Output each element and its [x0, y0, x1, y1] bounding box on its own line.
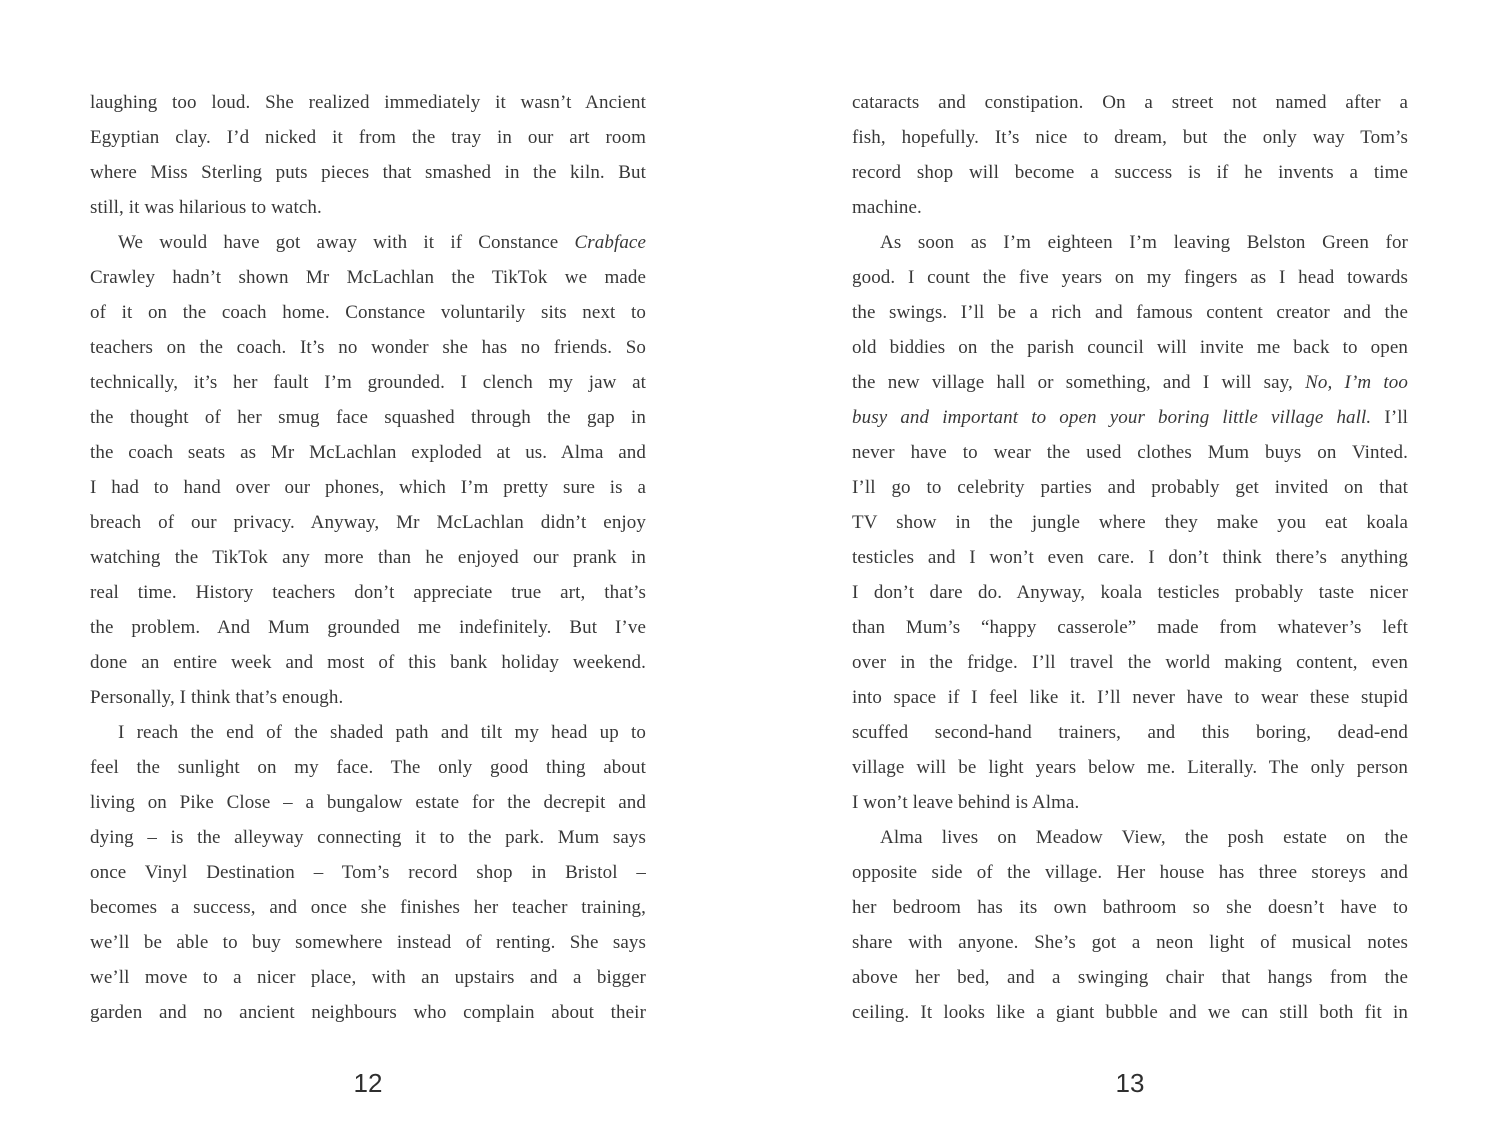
left-page-text [90, 85, 646, 1030]
text-segment: village will be light years below me. Literally. The only person [852, 757, 1408, 778]
text-line [90, 505, 646, 540]
text-segment: old biddies on the parish council will invite me back to open [852, 337, 1408, 358]
text-segment: living on Pike Close – a bungalow estate for the decrepit and [90, 792, 646, 813]
text-line [852, 155, 1408, 190]
text-segment: the problem. And Mum grounded me indefinitely. But I’ve [90, 617, 646, 638]
text-line [852, 960, 1408, 995]
text-segment: record shop will become a success is if he invents a time [852, 162, 1408, 183]
text-line [852, 645, 1408, 680]
text-segment: machine. [852, 197, 922, 218]
left-page-number: 12 [353, 1068, 383, 1098]
text-line [852, 750, 1408, 785]
text-line [90, 85, 646, 120]
text-line [852, 225, 1408, 260]
text-segment: than Mum’s “happy casserole” made from whatever’s left [852, 617, 1408, 638]
text-segment: testicles and I won’t even care. I don’t think there’s anything [852, 547, 1408, 568]
text-segment: we’ll move to a nicer place, with an upstairs and a bigger [90, 967, 646, 988]
text-line [852, 995, 1408, 1030]
italic-text-segment: Crabface [574, 232, 646, 253]
italic-text-segment: busy and important to open your boring little village hall. [852, 407, 1372, 428]
text-line [90, 820, 646, 855]
text-line [852, 820, 1408, 855]
text-line [90, 400, 646, 435]
text-segment: becomes a success, and once she finishes her teacher training, [90, 897, 646, 918]
text-segment: above her bed, and a swinging chair that hangs from the [852, 967, 1408, 988]
text-line [852, 890, 1408, 925]
text-segment: ceiling. It looks like a giant bubble and we can still both fit in [852, 1002, 1408, 1023]
text-line [90, 575, 646, 610]
text-segment: cataracts and constipation. On a street not named after a [852, 92, 1408, 113]
text-line [852, 190, 1408, 225]
text-line [852, 785, 1408, 820]
text-line [90, 365, 646, 400]
text-line [852, 505, 1408, 540]
text-segment: technically, it’s her fault I’m grounded. I clench my jaw at [90, 372, 646, 393]
text-line [852, 330, 1408, 365]
text-segment: garden and no ancient neighbours who complain about their [90, 1002, 646, 1023]
text-segment: I reach the end of the shaded path and tilt my head up to [118, 722, 646, 743]
text-line [90, 120, 646, 155]
text-segment: I’ll go to celebrity parties and probably get invited on that [852, 477, 1408, 498]
text-segment: the swings. I’ll be a rich and famous content creator and the [852, 302, 1408, 323]
text-line [90, 225, 646, 260]
text-line [90, 715, 646, 750]
text-line [90, 260, 646, 295]
right-page-text [852, 85, 1408, 1030]
text-line [90, 610, 646, 645]
text-segment: I won’t leave behind is Alma. [852, 792, 1080, 813]
text-segment: Personally, I think that’s enough. [90, 687, 344, 708]
text-line [90, 785, 646, 820]
text-line [90, 680, 646, 715]
text-line [852, 435, 1408, 470]
text-line [90, 190, 646, 225]
text-line [852, 365, 1408, 400]
text-line [852, 855, 1408, 890]
text-line [852, 260, 1408, 295]
text-segment: opposite side of the village. Her house has three storeys and [852, 862, 1408, 883]
text-line [852, 295, 1408, 330]
text-segment: breach of our privacy. Anyway, Mr McLachlan didn’t enjoy [90, 512, 646, 533]
text-line [90, 925, 646, 960]
text-segment: good. I count the five years on my fingers as I head towards [852, 267, 1408, 288]
text-line [90, 330, 646, 365]
text-segment: the thought of her smug face squashed through the gap in [90, 407, 646, 428]
text-segment: I don’t dare do. Anyway, koala testicles probably taste nicer [852, 582, 1408, 603]
right-page-number: 13 [1115, 1068, 1145, 1098]
text-segment: still, it was hilarious to watch. [90, 197, 322, 218]
text-segment: feel the sunlight on my face. The only good thing about [90, 757, 646, 778]
text-segment: real time. History teachers don’t appreciate true art, that’s [90, 582, 646, 603]
text-segment: teachers on the coach. It’s no wonder she has no friends. So [90, 337, 646, 358]
text-segment: the coach seats as Mr McLachlan exploded at us. Alma and [90, 442, 646, 463]
text-segment: Crawley hadn’t shown Mr McLachlan the TikTok we made [90, 267, 646, 288]
text-segment: we’ll be able to buy somewhere instead of renting. She says [90, 932, 646, 953]
text-line [852, 400, 1408, 435]
text-segment: dying – is the alleyway connecting it to the park. Mum says [90, 827, 646, 848]
italic-text-segment: No, I’m too [1305, 372, 1408, 393]
text-line [90, 960, 646, 995]
text-segment: share with anyone. She’s got a neon light of musical notes [852, 932, 1408, 953]
text-segment: I had to hand over our phones, which I’m pretty sure is a [90, 477, 646, 498]
text-line [90, 295, 646, 330]
text-segment: of it on the coach home. Constance voluntarily sits next to [90, 302, 646, 323]
text-line [90, 890, 646, 925]
text-segment: fish, hopefully. It’s nice to dream, but the only way Tom’s [852, 127, 1408, 148]
text-segment: watching the TikTok any more than he enjoyed our prank in [90, 547, 646, 568]
text-segment: her bedroom has its own bathroom so she doesn’t have to [852, 897, 1408, 918]
text-line [90, 470, 646, 505]
text-line [852, 120, 1408, 155]
text-segment: over in the fridge. I’ll travel the world making content, even [852, 652, 1408, 673]
text-segment: never have to wear the used clothes Mum buys on Vinted. [852, 442, 1408, 463]
text-line [90, 540, 646, 575]
text-segment: done an entire week and most of this bank holiday weekend. [90, 652, 646, 673]
text-segment: the new village hall or something, and I will say, [852, 372, 1306, 393]
text-line [90, 435, 646, 470]
text-line [90, 155, 646, 190]
text-segment: TV show in the jungle where they make you eat koala [852, 512, 1408, 533]
text-segment: We would have got away with it if Constance [118, 232, 575, 253]
text-segment: scuffed second-hand trainers, and this boring, dead-end [852, 722, 1408, 743]
text-segment: where Miss Sterling puts pieces that smashed in the kiln. But [90, 162, 646, 183]
text-segment: into space if I feel like it. I’ll never have to wear these stupid [852, 687, 1408, 708]
text-segment: once Vinyl Destination – Tom’s record shop in Bristol – [90, 862, 646, 883]
text-segment: Alma lives on Meadow View, the posh estate on the [880, 827, 1408, 848]
text-line [852, 610, 1408, 645]
text-segment: As soon as I’m eighteen I’m leaving Belston Green for [880, 232, 1408, 253]
text-line [852, 715, 1408, 750]
text-segment: I’ll [1371, 407, 1408, 428]
text-segment: laughing too loud. She realized immediately it wasn’t Ancient [90, 92, 646, 113]
text-line [852, 540, 1408, 575]
text-line [852, 470, 1408, 505]
text-line [90, 645, 646, 680]
text-line [852, 925, 1408, 960]
text-segment: Egyptian clay. I’d nicked it from the tray in our art room [90, 127, 646, 148]
text-line [852, 680, 1408, 715]
text-line [852, 85, 1408, 120]
text-line [852, 575, 1408, 610]
text-line [90, 750, 646, 785]
text-line [90, 995, 646, 1030]
text-line [90, 855, 646, 890]
